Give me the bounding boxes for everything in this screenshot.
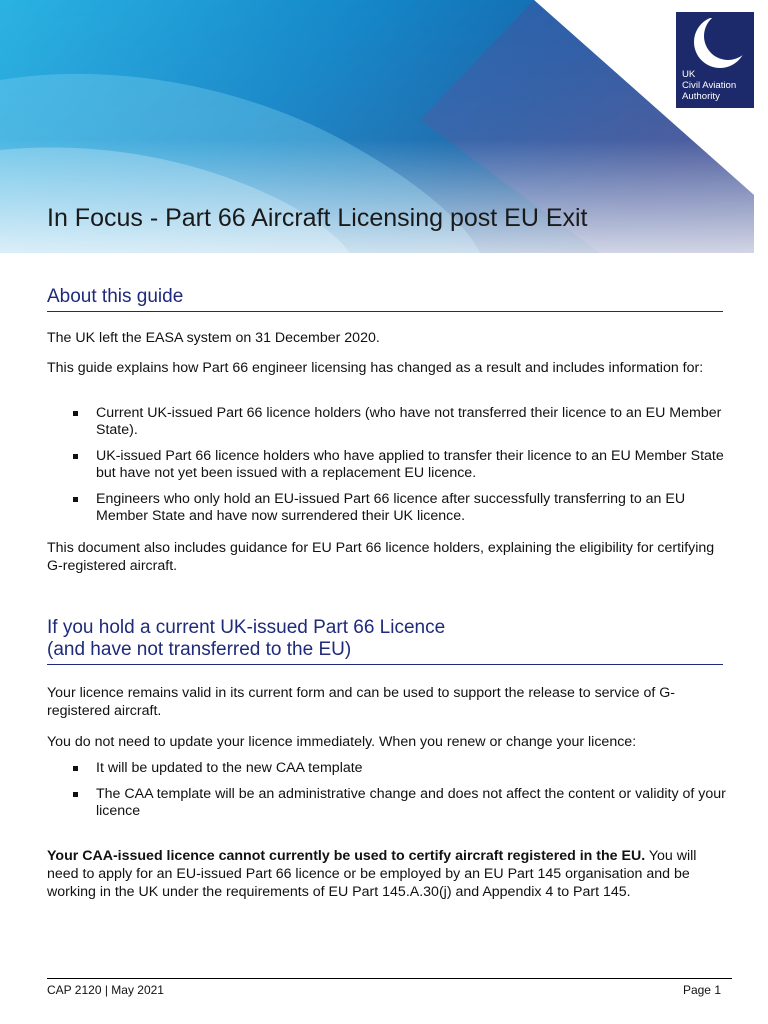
page-title: In Focus - Part 66 Aircraft Licensing post EU Exit xyxy=(47,204,588,232)
footer-divider xyxy=(47,978,732,979)
list-item-text: It will be updated to the new CAA template xyxy=(96,760,363,776)
list-item xyxy=(70,405,730,439)
explain-paragraph: This guide explains how Part 66 engineer licensing has changed as a result and includes information for: xyxy=(47,360,704,376)
logo-line-2: Civil Aviation xyxy=(682,80,737,91)
update-list xyxy=(70,760,730,820)
bold-statement: Your CAA-issued licence cannot currently be used to certify aircraft registered in the EU. xyxy=(47,848,646,864)
list-item xyxy=(70,786,730,820)
logo-line-1: UK xyxy=(682,69,696,80)
page-number: Page 1 xyxy=(682,983,721,997)
intro-paragraph: The UK left the EASA system on 31 December 2020. xyxy=(47,330,380,346)
bullet-icon xyxy=(73,411,78,416)
bullet-icon xyxy=(73,454,78,459)
bullet-icon xyxy=(73,792,78,797)
list-item xyxy=(70,448,730,482)
bullet-icon xyxy=(73,497,78,502)
list-item xyxy=(70,760,730,777)
heading-line-2: (and have not transferred to the EU) xyxy=(47,639,352,660)
eu-certification-paragraph xyxy=(47,847,727,901)
audience-list xyxy=(70,405,730,525)
logo-line-3: Authority xyxy=(682,91,720,102)
closing-paragraph: This document also includes guidance for EU Part 66 licence holders, explaining the eligibility for certifying G-registered aircraft. xyxy=(47,540,715,574)
heading-line-1: If you hold a current UK-issued Part 66 Licence xyxy=(47,617,446,638)
section-heading-uk-licence xyxy=(47,617,723,665)
section-heading-about: About this guide xyxy=(47,286,723,312)
document-reference: CAP 2120 | May 2021 xyxy=(47,983,164,997)
eu-application-text: You will need to apply for an EU-issued Part 66 licence or be employed by an EU Part 145 organisation and be working in the UK under the requirements of EU Part 145.A.30(j) and Appendix 4 to Part 145. xyxy=(47,848,697,900)
list-item-text: Current UK-issued Part 66 licence holders (who have not transferred their licence to an EU Member State). xyxy=(96,405,722,438)
caa-logo xyxy=(676,12,754,108)
list-item-text: The CAA template will be an administrative change and does not affect the content or validity of your licence xyxy=(96,786,726,819)
validity-paragraph: Your licence remains valid in its current form and can be used to support the release to service of G-registered aircraft. xyxy=(47,685,675,719)
list-item-text: UK-issued Part 66 licence holders who have applied to transfer their licence to an EU Member State but have not yet been issued with a replacement EU licence. xyxy=(96,448,724,481)
logo-text xyxy=(682,69,736,102)
update-paragraph: You do not need to update your licence immediately. When you renew or change your licence: xyxy=(47,734,637,750)
list-item-text: Engineers who only hold an EU-issued Part 66 licence after successfully transferring to an EU Member State and have now surrendered their UK licence. xyxy=(96,491,686,524)
list-item xyxy=(70,491,730,525)
bullet-icon xyxy=(73,766,78,771)
